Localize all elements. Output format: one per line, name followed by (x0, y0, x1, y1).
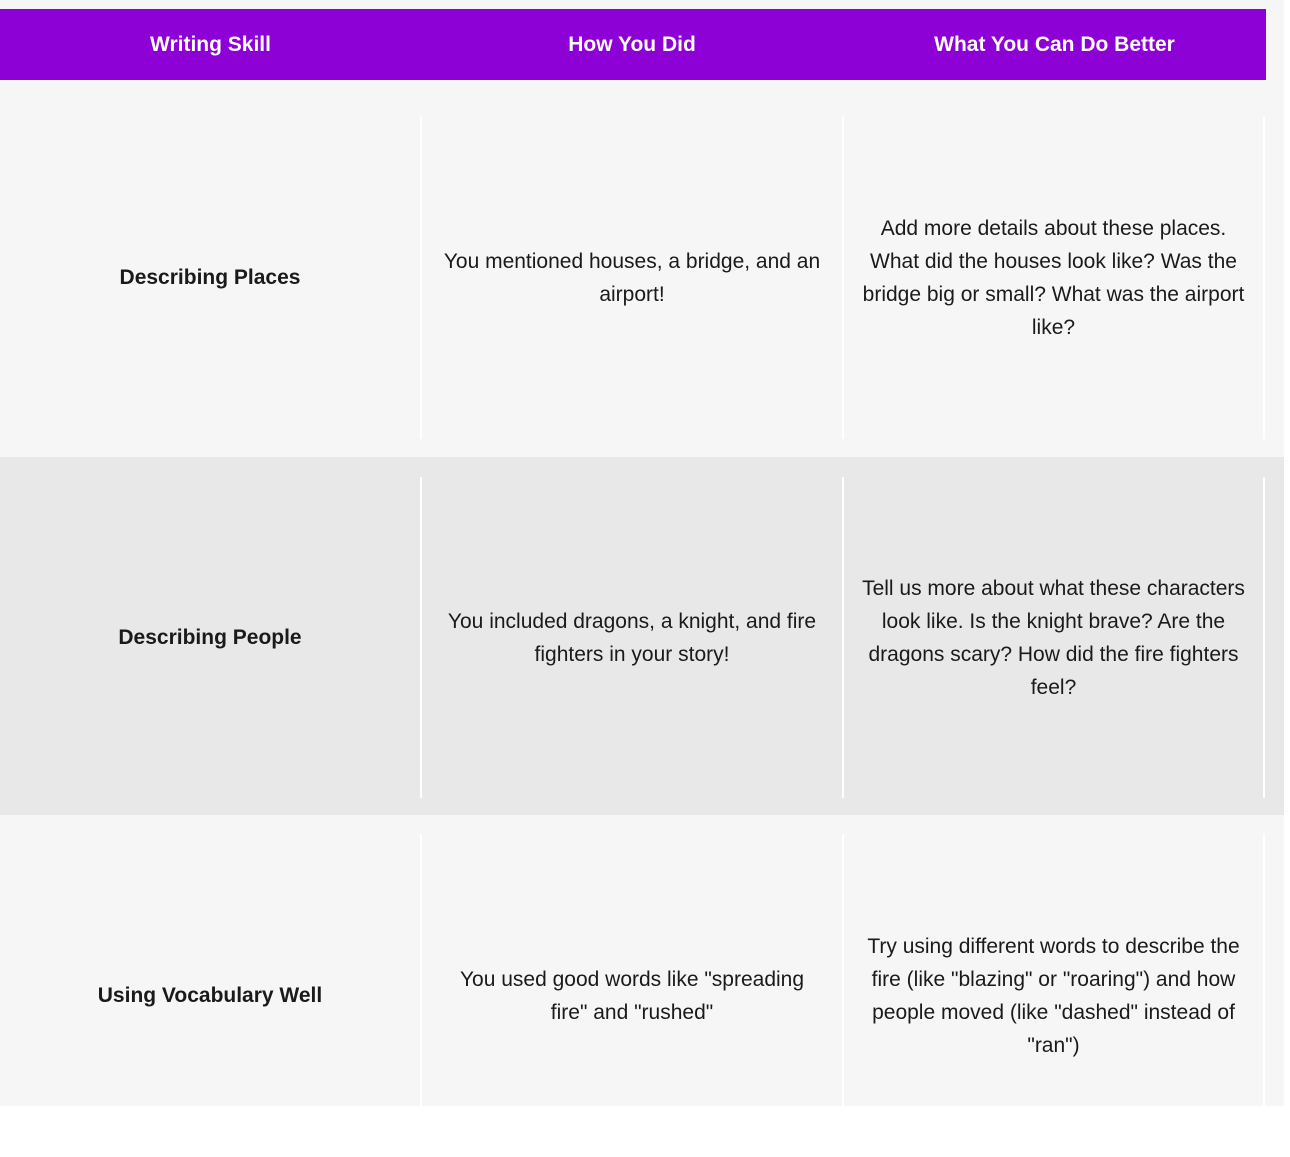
header-how-you-did: How You Did (568, 32, 696, 56)
column-divider (1263, 834, 1265, 1106)
do-better-cell: Tell us more about what these characters look like. Is the knight brave? Are the dragons scary? How did the fire fighters feel? (862, 576, 1245, 699)
do-better-cell: Try using different words to describe the fire (like "blazing" or "roaring") and how people moved (like "dashed" instead of "ran") (867, 934, 1240, 1057)
how-you-did-cell: You included dragons, a knight, and fire fighters in your story! (447, 609, 817, 666)
skill-cell: Using Vocabulary Well (97, 984, 323, 1007)
header-what-you-can-do-better: What You Can Do Better (934, 32, 1175, 56)
table-row (0, 96, 1284, 457)
table-header (0, 9, 1266, 80)
header-writing-skill: Writing Skill (150, 32, 271, 56)
column-divider (1263, 477, 1265, 798)
do-better-cell: Add more details about these places. What did the houses look like? Was the bridge big or small? What was the airport like? (862, 216, 1245, 339)
table-row (0, 457, 1284, 815)
skill-cell: Describing People (118, 626, 302, 649)
column-divider (1263, 116, 1265, 439)
how-you-did-cell: You mentioned houses, a bridge, and an airport! (443, 249, 821, 306)
table-row (0, 815, 1284, 1106)
skill-cell: Describing Places (119, 266, 301, 289)
how-you-did-cell: You used good words like "spreading fire" and "rushed" (459, 967, 805, 1024)
